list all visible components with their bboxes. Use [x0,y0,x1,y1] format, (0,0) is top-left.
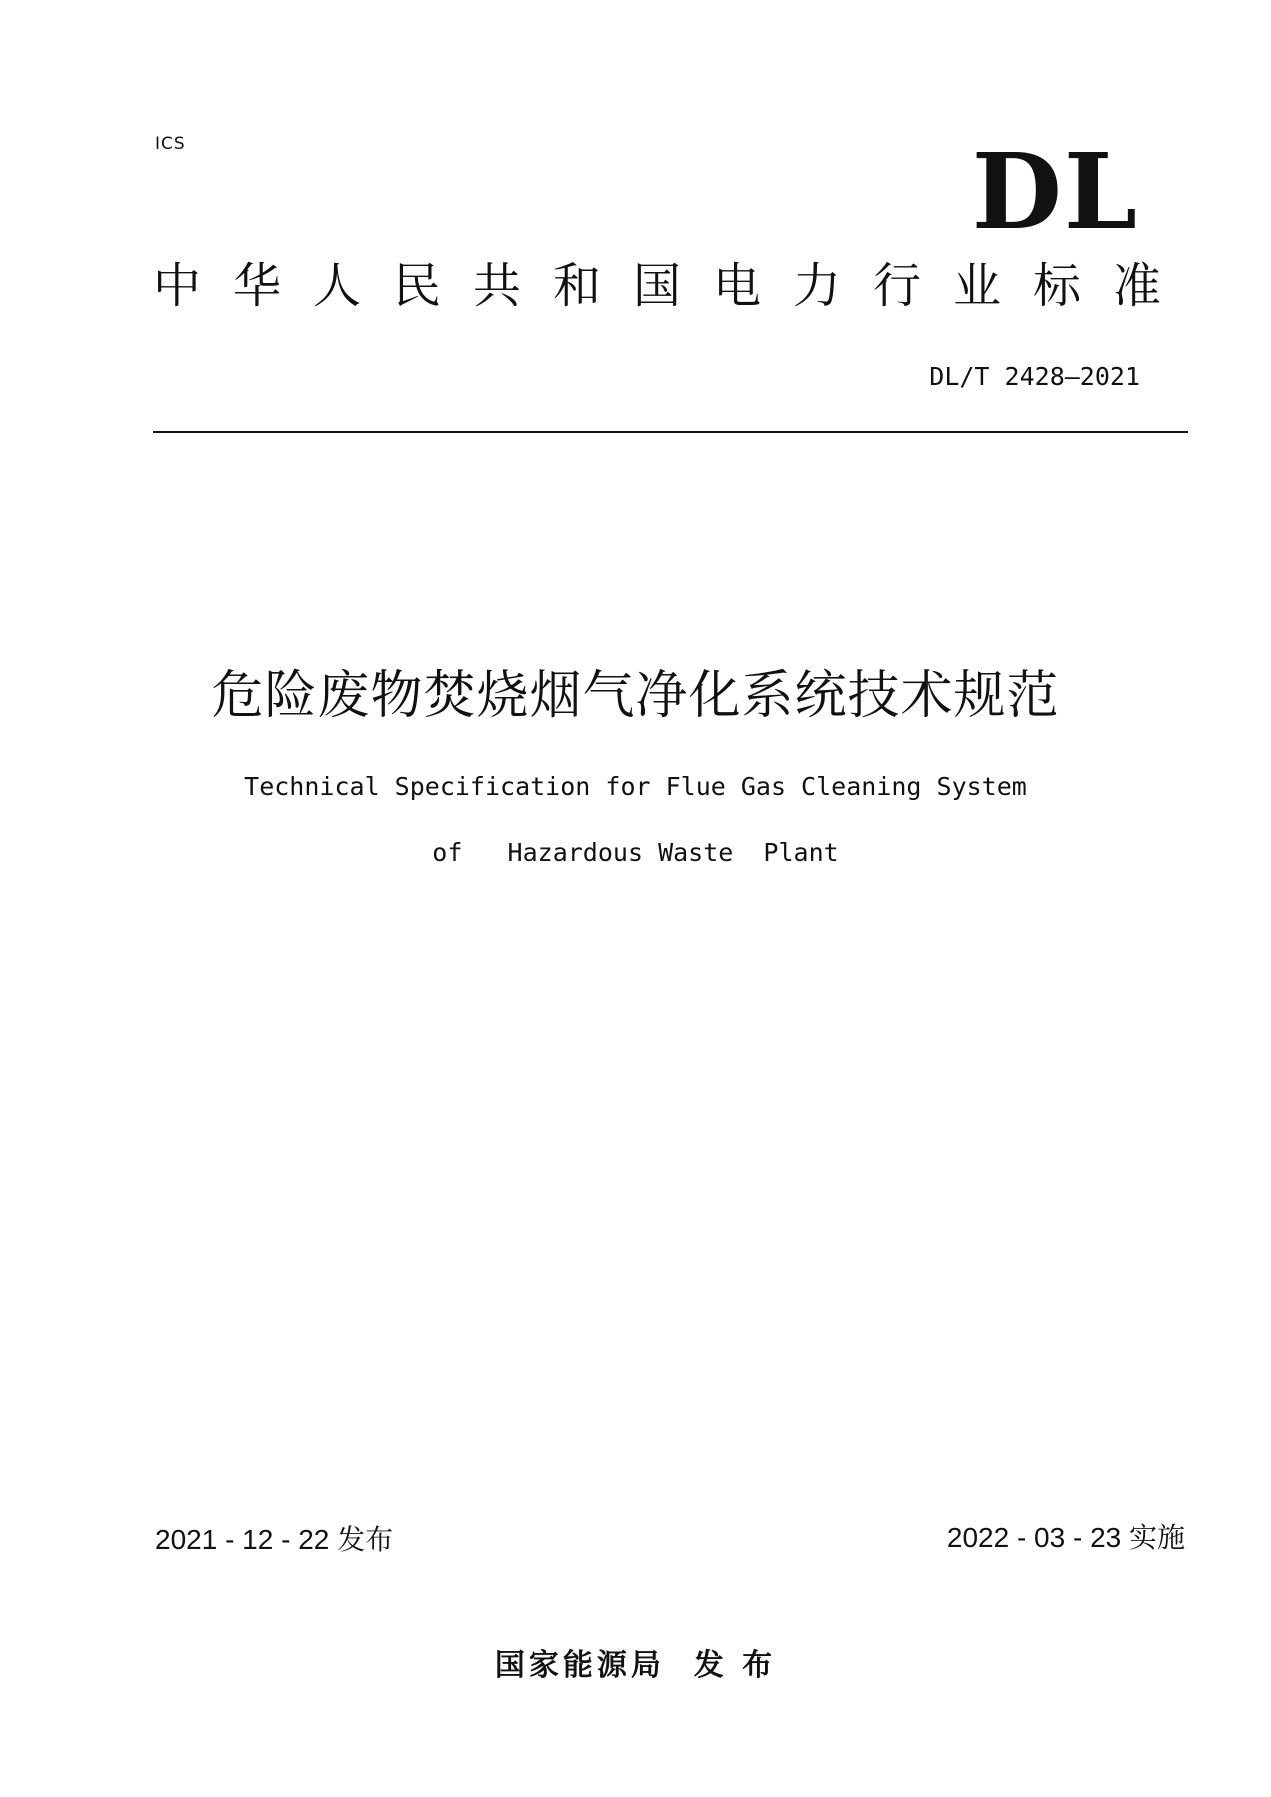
document-title-cn: 危险废物焚烧烟气净化系统技术规范 [211,666,1060,726]
standard-code: DL/T 2428—2021 [929,362,1140,391]
ics-label: ICS [155,134,186,154]
publisher: 国家能源局 发 布 [494,1648,777,1683]
standard-mark: DL [971,130,1139,253]
issue-date: 2021 - 12 - 22 发布 [155,1524,394,1555]
implementation-date: 2022 - 03 - 23 实施 [946,1522,1185,1553]
organization-title: 中华人民共和国电力行业标准 [153,258,1194,314]
document-title-en-line2: of Hazardous Waste Plant [432,838,839,867]
header-divider [153,431,1188,433]
document-title-en-line1: Technical Specification for Flue Gas Cleaning System [244,772,1027,801]
